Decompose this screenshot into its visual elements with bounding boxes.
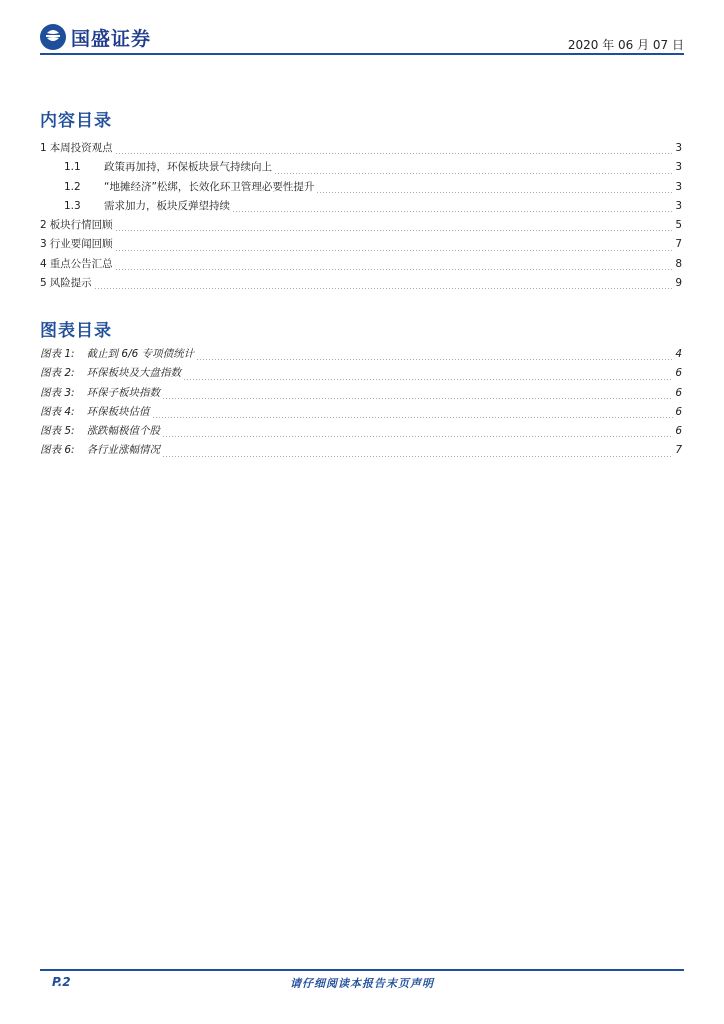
toc-entry[interactable]	[40, 275, 682, 294]
dot-leader	[115, 269, 674, 270]
figures-list	[40, 346, 682, 462]
figure-entry[interactable]	[40, 442, 682, 461]
figure-entry[interactable]	[40, 346, 682, 365]
entry-page-number: 3	[675, 142, 682, 154]
figure-entry[interactable]	[40, 365, 682, 384]
entry-number: 5	[40, 277, 47, 290]
entry-number: 图表 5:	[40, 425, 75, 438]
figures-title: 图表目录	[40, 321, 112, 341]
figure-entry[interactable]	[40, 423, 682, 442]
entry-number: 1.2	[64, 180, 81, 193]
toc-entry[interactable]	[40, 217, 682, 236]
footer-divider	[40, 969, 684, 971]
entry-number: 4	[40, 257, 47, 270]
figure-entry[interactable]	[40, 404, 682, 423]
entry-page-number: 7	[675, 238, 682, 251]
entry-page-number: 3	[675, 180, 682, 193]
entry-label: 风险提示	[49, 277, 92, 290]
entry-page-number: 3	[675, 161, 682, 174]
page-header	[0, 0, 724, 56]
entry-label: 本周投资观点	[49, 142, 113, 154]
entry-page-number: 8	[675, 257, 682, 270]
toc-entry[interactable]	[40, 198, 682, 217]
entry-number: 1.1	[64, 161, 81, 174]
entry-page-number: 3	[675, 199, 682, 212]
toc-entry[interactable]	[40, 256, 682, 275]
entry-page-number: 9	[675, 277, 682, 290]
dot-leader	[162, 436, 673, 437]
dot-leader	[115, 153, 674, 154]
contents-list	[40, 140, 682, 294]
entry-page-number: 6	[675, 425, 682, 438]
dot-leader	[274, 173, 673, 174]
entry-label: 需求加力，板块反弹望持续	[104, 199, 230, 212]
entry-label: 行业要闻回顾	[49, 238, 113, 251]
entry-number: 图表 4:	[40, 405, 75, 418]
toc-entry[interactable]	[40, 159, 682, 178]
brand-logo-icon	[39, 23, 67, 51]
dot-leader	[115, 230, 674, 231]
entry-number: 3	[40, 238, 47, 251]
entry-label: 政策再加持，环保板块景气持续向上	[104, 161, 272, 174]
dot-leader	[183, 379, 673, 380]
entry-label: 重点公告汇总	[49, 257, 113, 270]
entry-number: 图表 3:	[40, 386, 75, 399]
entry-page-number: 6	[675, 367, 682, 380]
toc-entry[interactable]	[40, 140, 682, 159]
contents-title: 内容目录	[40, 111, 112, 131]
toc-entry[interactable]	[40, 236, 682, 255]
entry-label: 各行业涨幅情况	[86, 444, 161, 457]
entry-number: 图表 2:	[40, 367, 75, 380]
entry-label: 环保子板块指数	[86, 386, 161, 399]
entry-page-number: 4	[675, 348, 682, 360]
entry-page-number: 6	[675, 405, 682, 418]
entry-label: 板块行情回顾	[49, 219, 113, 232]
entry-number: 图表 1:	[40, 348, 75, 360]
entry-number: 2	[40, 219, 47, 232]
dot-leader	[162, 456, 673, 457]
dot-leader	[232, 211, 673, 212]
dot-leader	[94, 288, 674, 289]
entry-page-number: 5	[675, 219, 682, 232]
entry-page-number: 6	[675, 386, 682, 399]
figure-entry[interactable]	[40, 385, 682, 404]
entry-label: 环保板块估值	[86, 405, 150, 418]
entry-number: 图表 6:	[40, 444, 75, 457]
dot-leader	[316, 192, 673, 193]
brand-name: 国盛证券	[71, 27, 152, 50]
page-number: P.2	[52, 975, 71, 989]
entry-number: 1	[40, 142, 47, 154]
dot-leader	[115, 250, 674, 251]
disclaimer-note: 请仔细阅读本报告末页声明	[290, 977, 434, 990]
header-divider	[40, 53, 684, 55]
entry-label: 环保板块及大盘指数	[86, 367, 182, 380]
dot-leader	[152, 417, 674, 418]
entry-label: “地摊经济”松绑，长效化环卫管理必要性提升	[104, 180, 315, 193]
dot-leader	[196, 359, 673, 360]
entry-label: 截止到 6/6 专项债统计	[86, 348, 195, 360]
entry-number: 1.3	[64, 199, 81, 212]
entry-page-number: 7	[675, 444, 682, 457]
report-date: 2020 年 06 月 07 日	[567, 38, 684, 52]
dot-leader	[162, 398, 673, 399]
toc-entry[interactable]	[40, 179, 682, 198]
entry-label: 涨跌幅极值个股	[86, 425, 161, 438]
brand-logo	[39, 22, 151, 52]
